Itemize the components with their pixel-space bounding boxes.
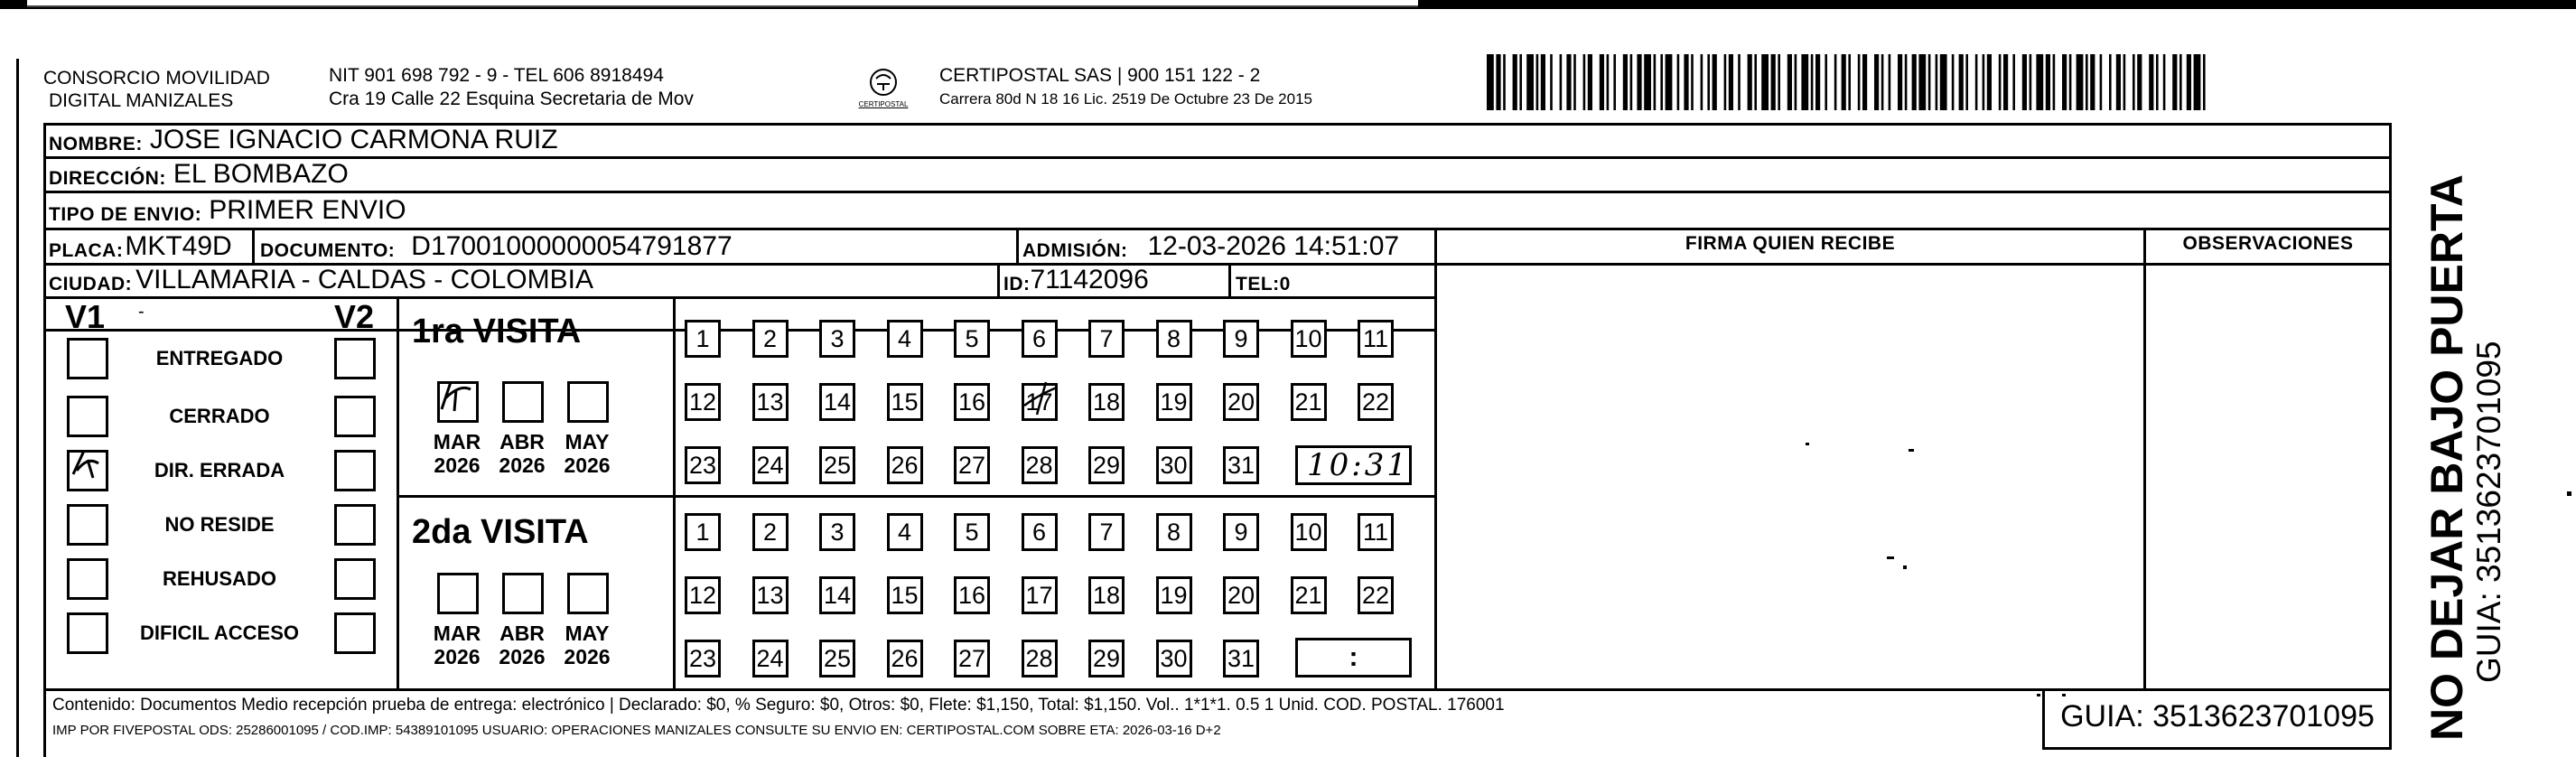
ciudad-label: CIUDAD:	[49, 274, 133, 294]
second-visit-day-number: 1	[695, 519, 710, 546]
second-visit-day-box[interactable]	[1156, 576, 1192, 614]
second-visit-day-box[interactable]	[1223, 576, 1259, 614]
second-visit-day-box[interactable]	[685, 513, 721, 551]
status-label: NO RESIDE	[164, 513, 275, 536]
second-visit-day-number: 18	[1092, 582, 1121, 609]
first-visit-day-number: 1	[695, 325, 710, 352]
barcode	[1487, 54, 2217, 110]
checkmark-icon	[68, 447, 107, 487]
documento-row	[260, 230, 733, 262]
admision-label: ADMISIÓN:	[1022, 240, 1128, 261]
second-visit-day-number: 24	[756, 645, 784, 672]
tel-row	[1236, 266, 1291, 295]
first-visit-day-number: 18	[1092, 388, 1121, 416]
certipostal-line-1: CERTIPOSTAL SAS | 900 151 122 - 2	[939, 65, 1261, 86]
first-visit-day-box[interactable]	[819, 383, 855, 421]
first-visit-day-box[interactable]	[1223, 383, 1259, 421]
footer-imp-line: IMP POR FIVEPOSTAL ODS: 25286001095 / COD.IMP: 54389101095 USUARIO: OPERACIONES MANIZALES CONSULTE SU ENVIO EN: CERTIPOSTAL.COM SOBRE ETA: 2026-03-16 D+2	[52, 723, 1221, 738]
first-visit-day-number: 25	[823, 452, 852, 479]
first-visit-day-number: 22	[1361, 388, 1390, 416]
placa-row	[49, 230, 232, 262]
first-visit-day-box[interactable]	[685, 320, 721, 358]
certipostal-info	[939, 64, 1312, 111]
first-visit-day-box[interactable]	[1291, 320, 1327, 358]
second-visit-month-checkbox-mar[interactable]	[437, 573, 479, 614]
first-visit-time-box[interactable]	[1295, 445, 1412, 485]
second-visit-day-number: 7	[1099, 519, 1114, 546]
company-nit	[329, 64, 694, 111]
first-visit-day-number: 14	[823, 388, 852, 416]
v1-checkbox[interactable]	[67, 450, 108, 491]
footer-guia: GUIA: 3513623701095	[2060, 699, 2375, 734]
v1-dash: -	[138, 302, 145, 322]
nombre-label: NOMBRE:	[49, 134, 143, 154]
first-visit-title: 1ra VISITA	[412, 313, 582, 350]
first-visit-day-number: 30	[1160, 452, 1188, 479]
id-row	[1003, 266, 1149, 295]
first-visit-day-number: 9	[1234, 325, 1248, 352]
first-visit-day-number: 20	[1227, 388, 1255, 416]
first-visit-day-number: 6	[1031, 325, 1047, 352]
certipostal-line-2: Carrera 80d N 18 16 Lic. 2519 De Octubre 23 De 2015	[939, 90, 1312, 107]
direccion-label: DIRECCIÓN:	[49, 168, 166, 189]
footer-contenido: Contenido: Documentos Medio recepción prueba de entrega: electrónico | Declarado: $0, % Seguro: $0, Otros: $0, Flete: $1,150, Total: $1,150. Vol.. 1*1*1. 0.5 1 Unid. COD. POSTAL. 176001	[52, 696, 1505, 715]
first-visit-day-number: 28	[1025, 452, 1053, 479]
first-visit-day-box[interactable]	[1223, 320, 1259, 358]
second-visit-month-checkbox-abr[interactable]	[502, 573, 544, 614]
first-visit-day-number: 2	[762, 325, 778, 352]
first-visit-day-box[interactable]	[954, 383, 990, 421]
second-visit-year-label: 2026	[434, 645, 481, 668]
status-label: DIFICIL ACCESO	[139, 621, 299, 644]
first-visit-day-box[interactable]	[752, 383, 789, 421]
first-visit-time-handwritten: 10:31	[1307, 447, 1409, 483]
first-visit-day-box[interactable]	[1156, 320, 1192, 358]
first-visit-day-box[interactable]	[1223, 446, 1259, 484]
form-frame	[43, 123, 2392, 757]
second-visit-day-box[interactable]	[1156, 640, 1192, 678]
first-visit-day-box[interactable]	[954, 446, 990, 484]
direccion-value: EL BOMBAZO	[173, 159, 349, 189]
first-visit-month-checkbox-may[interactable]	[567, 381, 609, 423]
logo-caption: CERTIPOSTAL	[858, 100, 909, 108]
ciudad-value: VILLAMARIA - CALDAS - COLOMBIA	[135, 265, 593, 294]
first-visit-day-number: 27	[957, 452, 986, 479]
first-visit-day-box[interactable]	[887, 383, 923, 421]
first-visit-day-number: 16	[957, 388, 986, 416]
placa-label: PLACA:	[49, 240, 124, 261]
company-line-1: CONSORCIO MOVILIDAD	[43, 68, 270, 89]
first-visit-day-box[interactable]	[954, 320, 990, 358]
first-visit-day-box[interactable]	[887, 446, 923, 484]
first-visit-year-label: 2026	[434, 453, 481, 477]
second-visit-day-number: 20	[1227, 582, 1255, 609]
second-visit-day-box[interactable]	[1088, 640, 1125, 678]
second-visit-day-number: 2	[762, 519, 778, 546]
second-visit-day-number: 13	[756, 582, 784, 609]
v1-checkbox[interactable]	[67, 504, 108, 546]
certipostal-logo-icon	[865, 67, 901, 99]
first-visit-day-number: 5	[965, 325, 979, 352]
second-visit-day-box[interactable]	[954, 513, 990, 551]
first-visit-month-checkbox-abr[interactable]	[502, 381, 544, 423]
nit-line-1: NIT 901 698 792 - 9 - TEL 606 8918494	[329, 65, 664, 86]
second-visit-day-box[interactable]	[685, 576, 721, 614]
v1-checkbox[interactable]	[67, 558, 108, 600]
first-visit-day-number: 21	[1294, 388, 1322, 416]
second-visit-day-box[interactable]	[752, 576, 789, 614]
company-name	[43, 67, 270, 112]
v2-checkbox[interactable]	[334, 558, 376, 600]
first-visit-day-box[interactable]	[1088, 320, 1125, 358]
second-visit-day-box[interactable]	[1022, 640, 1058, 678]
second-visit-day-box[interactable]	[819, 513, 855, 551]
second-visit-day-box[interactable]	[819, 576, 855, 614]
second-visit-day-number: 29	[1092, 645, 1121, 672]
second-visit-day-box[interactable]	[1291, 576, 1327, 614]
nombre-row	[49, 125, 558, 155]
side-warning	[2422, 174, 2507, 741]
second-visit-day-number: 27	[957, 645, 986, 672]
checkmark-icon	[436, 377, 481, 422]
second-visit-day-number: 5	[965, 519, 979, 546]
second-visit-year-label: 2026	[499, 645, 546, 668]
second-visit-day-box[interactable]	[954, 640, 990, 678]
first-visit-day-number: 12	[688, 388, 717, 416]
first-visit-day-box[interactable]	[1156, 446, 1192, 484]
observaciones-label: OBSERVACIONES	[2182, 233, 2354, 254]
admision-row	[1022, 230, 1399, 262]
first-visit-day-number: 23	[688, 452, 717, 479]
status-label: DIR. ERRADA	[154, 459, 285, 481]
second-visit-day-number: 22	[1361, 582, 1390, 609]
first-visit-day-box[interactable]	[1022, 320, 1058, 358]
second-visit-time-colon: :	[1349, 642, 1358, 672]
certipostal-logo	[854, 67, 912, 108]
second-visit-day-box[interactable]	[887, 513, 923, 551]
second-visit-day-box[interactable]	[954, 576, 990, 614]
tipo-label: TIPO DE ENVIO:	[49, 204, 202, 225]
first-visit-month-checkbox-mar[interactable]	[437, 381, 479, 423]
ciudad-row	[49, 266, 593, 295]
first-visit-year-label: 2026	[564, 453, 611, 477]
side-guia: GUIA: 3513623701095	[2470, 341, 2507, 683]
first-visit-day-box[interactable]	[752, 446, 789, 484]
second-visit-day-number: 6	[1031, 519, 1047, 546]
checkmark-icon	[1021, 378, 1062, 420]
first-visit-day-box[interactable]	[685, 383, 721, 421]
first-visit-day-number: 3	[830, 325, 845, 352]
status-label: CERRADO	[169, 405, 270, 427]
second-visit-day-number: 25	[823, 645, 852, 672]
placa-value: MKT49D	[125, 231, 232, 261]
left-margin-line	[16, 59, 19, 757]
first-visit-year-label: 2026	[499, 453, 546, 477]
second-visit-day-number: 30	[1160, 645, 1188, 672]
second-visit-month-label: MAY	[565, 621, 610, 645]
second-visit-month-label: MAR	[433, 621, 481, 645]
second-visit-day-number: 17	[1025, 582, 1053, 609]
second-visit-day-box[interactable]	[1223, 513, 1259, 551]
first-visit-day-box[interactable]	[887, 320, 923, 358]
top-strip-gap	[27, 0, 1418, 7]
first-visit-day-number: 11	[1362, 325, 1389, 352]
second-visit-day-number: 19	[1160, 582, 1188, 609]
first-visit-day-number: 4	[897, 325, 912, 352]
second-visit-day-box[interactable]	[1291, 513, 1327, 551]
status-label: REHUSADO	[163, 567, 276, 590]
first-visit-month-label: MAY	[565, 430, 610, 453]
second-visit-day-number: 26	[891, 645, 919, 672]
second-visit-day-number: 15	[891, 582, 919, 609]
v2-label: V2	[334, 298, 375, 335]
second-visit-day-box[interactable]	[685, 640, 721, 678]
documento-label: DOCUMENTO:	[260, 240, 396, 261]
first-visit-day-number: 17	[1025, 388, 1053, 416]
v2-checkbox[interactable]	[334, 504, 376, 546]
direccion-row	[49, 159, 349, 190]
observaciones-area[interactable]	[2146, 266, 2388, 688]
status-label: ENTREGADO	[155, 347, 284, 369]
second-visit-day-number: 28	[1025, 645, 1053, 672]
first-visit-day-box[interactable]	[685, 446, 721, 484]
second-visit-day-number: 3	[830, 519, 845, 546]
second-visit-day-box[interactable]	[1022, 576, 1058, 614]
second-visit-day-number: 23	[688, 645, 717, 672]
company-line-2: DIGITAL MANIZALES	[49, 90, 234, 111]
v2-checkbox[interactable]	[334, 396, 376, 437]
second-visit-day-box[interactable]	[887, 640, 923, 678]
tipo-row	[49, 194, 406, 226]
v2-checkbox[interactable]	[334, 612, 376, 654]
first-visit-day-box[interactable]	[1156, 383, 1192, 421]
second-visit-day-number: 16	[957, 582, 986, 609]
second-visit-day-box[interactable]	[1088, 576, 1125, 614]
first-visit-day-number: 26	[891, 452, 919, 479]
second-visit-month-checkbox-may[interactable]	[567, 573, 609, 614]
second-visit-day-number: 4	[897, 519, 912, 546]
v2-checkbox[interactable]	[334, 450, 376, 491]
id-label: ID:	[1003, 274, 1031, 294]
second-visit-day-number: 8	[1166, 519, 1181, 546]
v2-checkbox[interactable]	[334, 338, 376, 379]
first-visit-month-label: ABR	[499, 430, 545, 453]
first-visit-day-box[interactable]	[752, 320, 789, 358]
admision-value: 12-03-2026 14:51:07	[1147, 231, 1400, 261]
first-visit-day-box[interactable]	[1088, 383, 1125, 421]
second-visit-day-number: 9	[1234, 519, 1248, 546]
first-visit-day-box[interactable]	[1358, 320, 1394, 358]
first-visit-day-box[interactable]	[1358, 383, 1394, 421]
second-visit-day-box[interactable]	[752, 513, 789, 551]
second-visit-day-box[interactable]	[887, 576, 923, 614]
second-visit-time-box[interactable]	[1295, 638, 1412, 678]
first-visit-day-box[interactable]	[1022, 383, 1058, 421]
first-visit-day-number: 7	[1099, 325, 1114, 352]
second-visit-day-box[interactable]	[819, 640, 855, 678]
second-visit-day-box[interactable]	[1022, 513, 1058, 551]
second-visit-day-box[interactable]	[1088, 513, 1125, 551]
first-visit-day-box[interactable]	[1291, 383, 1327, 421]
first-visit-day-box[interactable]	[819, 446, 855, 484]
tipo-value: PRIMER ENVIO	[209, 195, 406, 225]
tel-label: TEL:	[1236, 274, 1280, 294]
first-visit-day-number: 8	[1166, 325, 1181, 352]
first-visit-day-number: 13	[756, 388, 784, 416]
second-visit-day-number: 11	[1362, 519, 1389, 546]
v1-checkbox[interactable]	[67, 338, 108, 379]
documento-value: D17001000000054791877	[411, 231, 733, 261]
second-visit-day-number: 12	[688, 582, 717, 609]
first-visit-day-number: 10	[1294, 325, 1322, 352]
side-no-dejar: NO DEJAR BAJO PUERTA	[2422, 174, 2472, 741]
second-visit-day-number: 14	[823, 582, 852, 609]
v1-label: V1	[65, 298, 106, 335]
second-visit-day-box[interactable]	[1358, 513, 1394, 551]
second-visit-day-box[interactable]	[1358, 576, 1394, 614]
nit-line-2: Cra 19 Calle 22 Esquina Secretaria de Mov	[329, 89, 694, 109]
header	[43, 67, 2410, 123]
second-visit-day-number: 31	[1227, 645, 1255, 672]
second-visit-day-box[interactable]	[752, 640, 789, 678]
first-visit-day-box[interactable]	[819, 320, 855, 358]
first-visit-day-number: 15	[891, 388, 919, 416]
first-visit-day-box[interactable]	[1088, 446, 1125, 484]
second-visit-day-box[interactable]	[1156, 513, 1192, 551]
firma-label: FIRMA QUIEN RECIBE	[1685, 233, 1896, 254]
nombre-value: JOSE IGNACIO CARMONA RUIZ	[149, 125, 558, 154]
signature-area[interactable]	[1437, 266, 2143, 688]
first-visit-day-number: 19	[1160, 388, 1188, 416]
second-visit-day-box[interactable]	[1223, 640, 1259, 678]
second-visit-title: 2da VISITA	[412, 513, 589, 551]
first-visit-day-number: 31	[1227, 452, 1255, 479]
edge-dot	[2567, 491, 2571, 496]
first-visit-day-number: 29	[1092, 452, 1121, 479]
first-visit-day-number: 24	[756, 452, 784, 479]
second-visit-day-number: 10	[1294, 519, 1322, 546]
second-visit-year-label: 2026	[564, 645, 611, 668]
first-visit-month-label: MAR	[433, 430, 481, 453]
second-visit-day-number: 21	[1294, 582, 1322, 609]
id-value: 71142096	[1030, 265, 1149, 294]
first-visit-day-box[interactable]	[1022, 446, 1058, 484]
tel-value: 0	[1279, 274, 1291, 294]
v1-checkbox[interactable]	[67, 396, 108, 437]
second-visit-month-label: ABR	[499, 621, 545, 645]
v1-checkbox[interactable]	[67, 612, 108, 654]
